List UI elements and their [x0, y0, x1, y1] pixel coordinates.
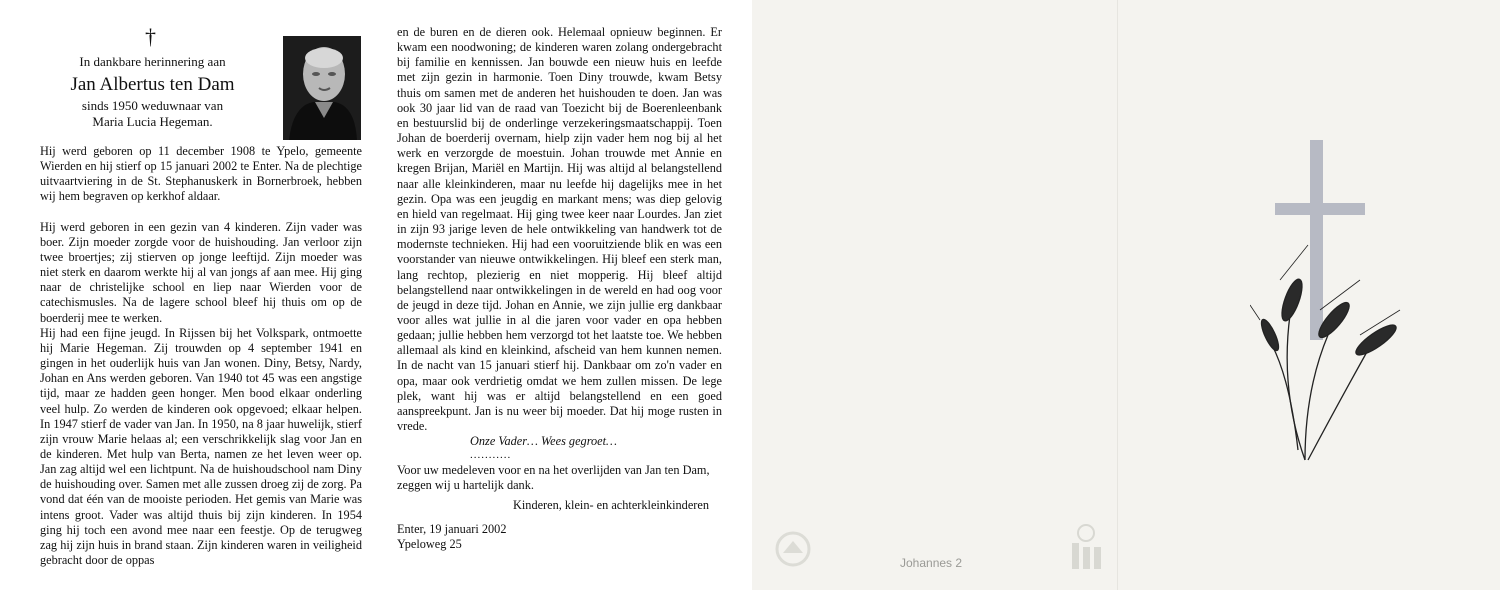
biography-column-2: [397, 25, 722, 434]
spouse-name: Maria Lucia Hegeman.: [92, 114, 213, 129]
dotted-separator: ...........: [470, 449, 512, 461]
in-memory-line: In dankbare herinnering aan: [79, 54, 226, 69]
widower-line: sinds 1950 weduwnaar van: [81, 98, 224, 113]
family-paragraph: Hij had een fijne jeugd. In Rijssen bij het Volkspark, ontmoette hij Marie Hegeman. Zij trouwden op 4 september 1941 en gingen in het ouderlijk huis van Jan wonen. Diny, Betsy, Nardy, Johan en Ans werden geboren. Van 1940 tot 45 was een angstige tijd, maar ze hadden geen honger. Men bood elkaar onderling veel hulp. Zo werden de kinderen ook opgevoed; elkaar helpen. In 1947 stierf de vader van Jan. In 1950, na 8 jaar huwelijk, stierf zijn vrouw Marie helaas al; een verschrikkelijk slag voor Jan en de kinderen. Met hulp van Berta, namen ze het leven weer op. Jan zag altijd wel een lichtpunt. Na de huishoudschool nam Diny de huishouding over. Samen met alle zussen droeg zij de zorg. Pa vond dat één van de mooiste perioden. Het gemis van Marie was intens groot. Vader was altijd thuis bij zijn kinderen. In 1954 ging hij toch een avond mee naar een feestje. Op de terugweg zag hij zijn huis in brand staan. Zijn kinderen waren in veiligheid gebracht door de oppas: [40, 325, 362, 568]
biography-column-1: [40, 144, 362, 568]
place-date-block: [397, 522, 506, 552]
later-life-paragraph: en de buren en de dieren ook. Helemaal opnieuw beginnen. Er kwam een noodwoning; de kinderen waren zolang ondergebracht bij familie en kennissen. Jan bouwde een nieuw huis en leefde met zijn gezin in harmonie. Toen Diny trouwde, kwam Betsy thuis om samen met de anderen het huishouden te doen. Jan was ook 30 jaar lid van de raad van Toezicht bij de Boerenleenbank en bestuurslid bij de onderlinge verzekeringsmaatschappij. Toen Johan de boerderij overnam, hielp zijn vader hem nog bij al het werk en verzorgde de moestuin. Johan trouwde met Annie en kregen Brijan, Mariël en Martijn. Hij was altijd al belangstellend naar alle kleinkinderen, maar nu leefde hij dagelijks mee in het gezin. Opa was een jeugdig en markant mens; was diep gelovig en hield van regelmaat. Hij ging twee keer naar Lourdes. Jan ziet in zijn 93 jarige leven de hele ontwikkeling van handwerk tot de modernste technieken. Hij had een vooruitziende blik en was een voorstander van nieuwe ontwikkelingen. Hij bleef een sterk man, lang rechtop, plezierig en niet mopperig. Hij bleef altijd belangstellend naar ontwikkelingen in de wereld en had oog voor de jeugd in deze tijd. Johan en Annie, we zijn jullie erg dankbaar voor alles wat jullie in al die jaren voor vader en opa hebben gedaan; jullie hebben hem verzorgd tot het laatste toe. We hebben allemaal als kind en kleinkind, afscheid van hem kunnen nemen. In de nacht van 15 januari stierf hij. Dankbaar om zo'n vader en opa, maar ook verdrietig omdat we hem zullen missen. De lege plek, want hij was er altijd belangstellend en een goed aanspreekpunt. Jan is nu weer bij moeder. Dat hij moge rusten in vrede.: [397, 25, 722, 434]
thanks-text: Voor uw medeleven voor en na het overlijden van Jan ten Dam, zeggen wij u hartelijk dank.: [397, 463, 710, 493]
printer-logo-icon: [1067, 523, 1105, 575]
prayer-line: Onze Vader… Wees gegroet…: [470, 434, 617, 448]
deceased-name: Jan Albertus ten Dam: [70, 74, 235, 95]
place-date: Enter, 19 januari 2002: [397, 522, 507, 536]
publisher-logo-icon: [775, 531, 811, 567]
birth-paragraph: Hij werd geboren op 11 december 1908 te Ypelo, gemeente Wierden en hij stierf op 15 januari 2002 te Enter. Na de plechtige uitvaartviering in de St. Stephanuskerk in Bornerbroek, hebben wij hem begraven op kerkhof aldaar.: [40, 144, 362, 204]
cross-symbol: †: [145, 24, 156, 49]
address: Ypeloweg 25: [397, 537, 462, 552]
portrait-photo: [283, 36, 361, 140]
cross-with-wheat-icon: [1250, 140, 1410, 470]
fold-line: [1117, 0, 1118, 590]
back-caption: Johannes 2: [900, 556, 963, 570]
signers-line: Kinderen, klein- en achterkleinkinderen: [513, 498, 709, 512]
childhood-paragraph: Hij werd geboren in een gezin van 4 kinderen. Zijn vader was boer. Zijn moeder zorgde voor de huishouding. Jan verloor zijn twee broertjes; zij stierven op jonge leeftijd. Zijn moeder was niet sterk en daarom werkte hij al van jongs af aan mee. Hij ging naar de christelijke school en liep naar Wierden voor de catechismusles. Na de lagere school bleef hij thuis om op de boerderij mee te werken.: [40, 219, 362, 325]
